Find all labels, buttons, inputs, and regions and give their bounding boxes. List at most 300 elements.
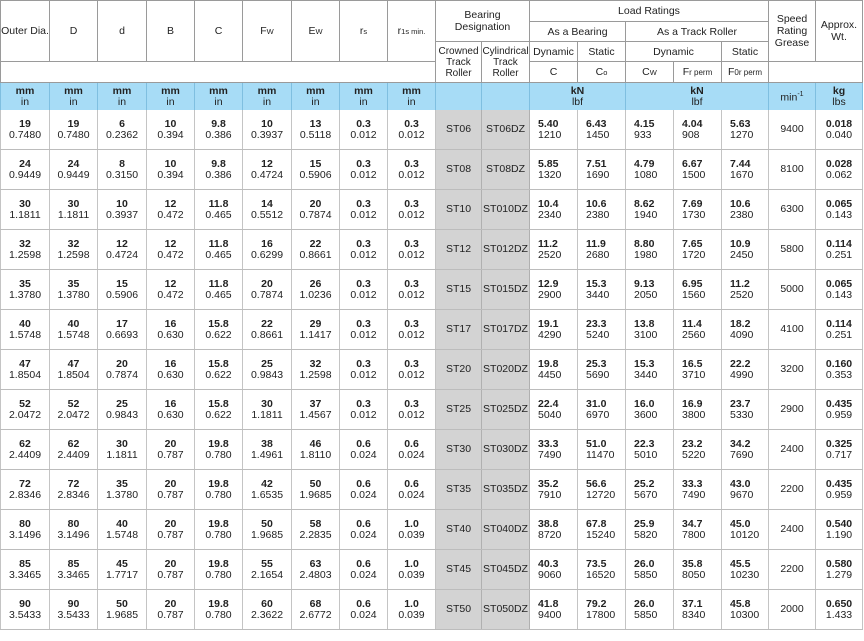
cell-outer-dia — [1, 190, 50, 230]
cell-f0r-perm-in: 5330 — [730, 408, 754, 421]
cell-fr-perm-in: 8050 — [682, 568, 706, 581]
cell-f0r-perm-mm: 5.63 — [730, 117, 751, 130]
cell-f0r-perm — [722, 150, 769, 190]
cell-d — [98, 470, 147, 510]
cell-Fw-in: 1.9685 — [250, 528, 284, 541]
cell-d-in: 0.4724 — [105, 248, 139, 261]
cell-f0r-perm — [722, 470, 769, 510]
cell-crowned-designation — [436, 470, 482, 510]
cell-cw-mm: 9.13 — [634, 277, 655, 290]
cell-dynamic-in: 1320 — [538, 168, 562, 181]
cell-C — [195, 390, 243, 430]
cell-C-in: 0.465 — [205, 288, 232, 301]
cell-dynamic-mm: 5.40 — [538, 117, 559, 130]
cell-C-in: 0.465 — [205, 248, 232, 261]
cell-static — [578, 550, 626, 590]
cell-C — [195, 510, 243, 550]
cell-f0r-perm-in: 10230 — [730, 568, 760, 581]
cell-d-mm: 35 — [116, 477, 128, 490]
cell-static-in: 15240 — [586, 528, 616, 541]
cell-approx-wt-mm: 0.018 — [825, 117, 853, 130]
cell-D-mm: 47 — [67, 357, 80, 370]
cell-Ew — [292, 510, 340, 550]
cell-rs — [340, 550, 388, 590]
cell-static-in: 2380 — [586, 208, 610, 221]
cell-Ew-mm: 63 — [309, 557, 322, 570]
unit-Ew: mm in — [292, 83, 340, 111]
cell-crowned-designation — [436, 550, 482, 590]
cell-outer-dia-in: 3.3465 — [8, 568, 42, 581]
cell-cylindrical-designation — [482, 110, 530, 150]
cell-fr-perm — [674, 550, 722, 590]
cell-approx-wt-in: 1.279 — [825, 568, 853, 581]
cell-Fw — [243, 190, 292, 230]
cell-fr-perm — [674, 110, 722, 150]
cell-rs-in: 0.012 — [350, 208, 377, 221]
table-row — [1, 430, 863, 470]
cell-approx-wt-in: 0.143 — [825, 288, 853, 301]
cell-f0r-perm — [722, 510, 769, 550]
cell-dynamic-mm: 5.85 — [538, 157, 559, 170]
cell-rs-in: 0.024 — [350, 488, 377, 501]
cell-static-in: 11470 — [586, 448, 615, 461]
cell-cw-mm: 22.3 — [634, 437, 655, 450]
header-Frperm: Fr perm — [674, 62, 722, 83]
cell-r1s — [388, 390, 436, 430]
cell-r1s — [388, 470, 436, 510]
cell-B-in: 0.787 — [157, 488, 184, 501]
cell-cw — [626, 350, 674, 390]
cell-cw — [626, 590, 674, 630]
cell-r1s — [388, 430, 436, 470]
cell-d — [98, 390, 147, 430]
cell-f0r-perm-in: 9670 — [730, 488, 754, 501]
cell-dynamic-mm: 40.3 — [538, 557, 559, 570]
header-spacer-right — [769, 62, 863, 83]
cell-d-in: 1.1811 — [106, 448, 138, 461]
cell-cylindrical-designation — [482, 350, 530, 390]
units-row — [1, 83, 863, 111]
cell-C-in: 0.780 — [205, 608, 232, 621]
cell-C — [195, 350, 243, 390]
cell-crowned-designation — [436, 190, 482, 230]
cell-f0r-perm-mm: 45.0 — [730, 517, 751, 530]
cell-static — [578, 310, 626, 350]
cell-outer-dia-mm: 90 — [19, 597, 31, 610]
cell-r1s — [388, 190, 436, 230]
cell-D-mm: 85 — [67, 557, 80, 570]
cell-B-mm: 20 — [164, 517, 177, 530]
header-bearing-designation: Bearing Designation — [436, 1, 530, 42]
cell-static-mm: 10.6 — [586, 197, 607, 210]
designation-text: ST17 — [445, 323, 472, 335]
cell-f0r-perm-in: 2450 — [730, 248, 754, 261]
cell-Ew-mm: 22 — [309, 237, 322, 250]
cell-C-mm: 11.8 — [208, 237, 229, 250]
table-row — [1, 590, 863, 630]
header-as-track-roller: As a Track Roller — [626, 22, 769, 42]
cell-approx-wt-in: 0.959 — [825, 488, 853, 501]
cell-outer-dia-in: 2.8346 — [8, 488, 42, 501]
cell-rs-in: 0.012 — [350, 328, 377, 341]
cell-fr-perm-mm: 34.7 — [682, 517, 703, 530]
cell-static-mm: 15.3 — [586, 277, 607, 290]
cell-static-mm: 7.51 — [586, 157, 607, 170]
cell-d-mm: 45 — [116, 557, 128, 570]
cell-static-in: 17800 — [586, 608, 616, 621]
cell-approx-wt-mm: 0.028 — [825, 157, 853, 170]
cell-Ew — [292, 190, 340, 230]
cell-D-mm: 72 — [67, 477, 80, 490]
cell-Ew-in: 1.0236 — [299, 288, 332, 301]
cell-D-in: 3.3465 — [57, 568, 90, 581]
cell-Fw-mm: 38 — [261, 437, 273, 450]
cell-outer-dia-in: 0.7480 — [8, 128, 42, 141]
cell-C — [195, 590, 243, 630]
cell-fr-perm — [674, 470, 722, 510]
cell-outer-dia-in: 1.3780 — [8, 288, 42, 301]
cell-D — [50, 150, 98, 190]
cell-cw-mm: 4.79 — [634, 157, 655, 170]
cell-d-mm: 17 — [116, 317, 128, 330]
cell-r1s-in: 0.012 — [398, 128, 425, 141]
cell-outer-dia — [1, 470, 50, 510]
table-row — [1, 270, 863, 310]
cell-B-mm: 10 — [164, 157, 177, 170]
cell-f0r-perm — [722, 390, 769, 430]
cell-outer-dia-mm: 85 — [19, 557, 31, 570]
unit-Fw: mm in — [243, 83, 292, 111]
cell-static-mm: 25.3 — [586, 357, 607, 370]
header-F0rperm: F0r perm — [722, 62, 769, 83]
cell-speed-rating: 5800 — [769, 230, 816, 270]
cell-rs — [340, 230, 388, 270]
cell-B-mm: 12 — [164, 237, 177, 250]
cell-B-mm: 16 — [164, 397, 177, 410]
unit-d: mm in — [98, 83, 147, 111]
cell-D — [50, 230, 98, 270]
cell-outer-dia-mm: 72 — [19, 477, 31, 490]
cell-cw-mm: 25.2 — [634, 477, 655, 490]
cell-approx-wt — [816, 350, 863, 390]
cell-dynamic — [530, 310, 578, 350]
cell-C-in: 0.622 — [205, 408, 232, 421]
designation-text: ST20 — [445, 363, 472, 375]
cell-cw-in: 933 — [634, 128, 652, 141]
cell-B-in: 0.787 — [157, 568, 184, 581]
cell-cylindrical-designation — [482, 590, 530, 630]
cell-D-mm: 62 — [67, 437, 80, 450]
cell-rs — [340, 510, 388, 550]
cell-D — [50, 190, 98, 230]
cell-d — [98, 430, 147, 470]
cell-f0r-perm-mm: 34.2 — [730, 437, 751, 450]
cell-r1s-in: 0.012 — [398, 408, 425, 421]
cell-C-mm: 19.8 — [208, 517, 229, 530]
cell-cylindrical-designation — [482, 190, 530, 230]
cell-cw — [626, 190, 674, 230]
cell-D — [50, 390, 98, 430]
cell-C-mm: 15.8 — [208, 317, 229, 330]
cell-D-mm: 40 — [67, 317, 80, 330]
cell-D-mm: 32 — [67, 237, 80, 250]
cell-cw-in: 5850 — [634, 568, 658, 581]
cell-B-in: 0.394 — [157, 168, 184, 181]
cell-dynamic — [530, 390, 578, 430]
cell-approx-wt-mm: 0.065 — [825, 197, 853, 210]
cell-static-mm: 11.9 — [586, 237, 606, 250]
cell-Fw-in: 0.6299 — [250, 248, 284, 261]
cell-approx-wt — [816, 270, 863, 310]
cell-outer-dia-in: 0.9449 — [8, 168, 42, 181]
header-crowned: Crowned Track Roller — [436, 42, 482, 83]
cell-Ew-in: 2.4803 — [299, 568, 332, 581]
cell-dynamic-in: 9400 — [538, 608, 562, 621]
cell-B-in: 0.394 — [157, 128, 184, 141]
cell-approx-wt-mm: 0.435 — [825, 397, 853, 410]
cell-dynamic-in: 2900 — [538, 288, 562, 301]
cell-approx-wt-mm: 0.114 — [826, 237, 852, 250]
cell-d — [98, 110, 147, 150]
cell-rs-mm: 0.3 — [356, 197, 371, 210]
cell-fr-perm-in: 2560 — [682, 328, 706, 341]
cell-r1s — [388, 590, 436, 630]
cell-static — [578, 190, 626, 230]
cell-d — [98, 190, 147, 230]
cell-cw — [626, 230, 674, 270]
cell-fr-perm-in: 8340 — [682, 608, 706, 621]
designation-text: ST030DZ — [483, 443, 528, 455]
cell-Ew-mm: 68 — [309, 597, 322, 610]
cell-approx-wt-in: 0.143 — [825, 208, 853, 221]
cell-f0r-perm-mm: 23.7 — [730, 397, 751, 410]
header-approx-wt: Approx. Wt. — [816, 1, 863, 62]
cell-fr-perm — [674, 150, 722, 190]
designation-text: ST012DZ — [483, 243, 528, 255]
header-speed-rating: Speed Rating Grease — [769, 1, 816, 62]
cell-r1s-mm: 1.0 — [404, 557, 419, 570]
cell-fr-perm — [674, 230, 722, 270]
header-spacer — [1, 62, 436, 83]
cell-r1s — [388, 270, 436, 310]
cell-outer-dia-mm: 52 — [19, 397, 31, 410]
cell-approx-wt-in: 0.717 — [825, 448, 853, 461]
cell-outer-dia — [1, 310, 50, 350]
cell-B — [147, 190, 195, 230]
cell-Ew-mm: 15 — [309, 157, 322, 170]
cell-C-in: 0.465 — [205, 208, 232, 221]
cell-cw-mm: 15.3 — [634, 357, 655, 370]
cell-r1s-mm: 0.6 — [404, 437, 419, 450]
cell-f0r-perm — [722, 310, 769, 350]
cell-f0r-perm-in: 2520 — [730, 288, 754, 301]
designation-text: ST020DZ — [483, 363, 528, 375]
cell-Ew-in: 2.2835 — [299, 528, 332, 541]
cell-approx-wt — [816, 310, 863, 350]
cell-rs-mm: 0.6 — [356, 437, 371, 450]
cell-f0r-perm — [722, 110, 769, 150]
cell-d-in: 1.5748 — [105, 528, 139, 541]
unit-rs: mm in — [340, 83, 388, 111]
cell-cw — [626, 150, 674, 190]
cell-Ew-in: 0.5906 — [299, 168, 332, 181]
cell-C-mm: 9.8 — [211, 157, 226, 170]
table-row — [1, 110, 863, 150]
cell-rs-mm: 0.3 — [356, 117, 371, 130]
designation-text: ST45 — [445, 563, 472, 575]
table-row — [1, 350, 863, 390]
cell-r1s-mm: 0.3 — [404, 357, 419, 370]
cell-C — [195, 230, 243, 270]
cell-rs-mm: 0.6 — [356, 557, 371, 570]
cell-crowned-designation — [436, 150, 482, 190]
cell-D-mm: 24 — [67, 157, 80, 170]
cell-f0r-perm-in: 1270 — [730, 128, 754, 141]
cell-outer-dia-in: 3.5433 — [8, 608, 42, 621]
cell-B-mm: 20 — [164, 437, 177, 450]
cell-f0r-perm-mm: 10.9 — [730, 237, 751, 250]
cell-speed-rating: 4100 — [769, 310, 816, 350]
cell-outer-dia — [1, 350, 50, 390]
cell-static-in: 5240 — [586, 328, 610, 341]
cell-r1s-in: 0.039 — [398, 528, 425, 541]
header-load-ratings: Load Ratings — [530, 1, 769, 22]
cell-Fw-in: 2.3622 — [250, 608, 284, 621]
header-Cw: CW — [626, 62, 674, 83]
cell-rs-in: 0.012 — [350, 288, 377, 301]
cell-B-mm: 16 — [164, 317, 177, 330]
cell-D-mm: 52 — [67, 397, 80, 410]
cell-rs-mm: 0.3 — [356, 237, 371, 250]
designation-text: ST15 — [445, 283, 472, 295]
cell-D — [50, 110, 98, 150]
cell-outer-dia-mm: 19 — [19, 117, 31, 130]
cell-static — [578, 150, 626, 190]
cell-r1s-in: 0.012 — [398, 248, 425, 261]
cell-d-mm: 10 — [116, 197, 128, 210]
cell-outer-dia — [1, 550, 50, 590]
cell-approx-wt-mm: 0.114 — [826, 317, 852, 330]
cell-C — [195, 430, 243, 470]
cell-outer-dia-in: 2.4409 — [8, 448, 42, 461]
cell-static-mm: 6.43 — [586, 117, 607, 130]
cell-Fw-mm: 50 — [261, 517, 273, 530]
cell-B-in: 0.472 — [157, 248, 184, 261]
cell-B-mm: 12 — [164, 277, 177, 290]
cell-outer-dia — [1, 150, 50, 190]
cell-r1s-mm: 1.0 — [404, 517, 419, 530]
cell-d — [98, 510, 147, 550]
cell-d — [98, 270, 147, 310]
cell-C-in: 0.780 — [205, 528, 232, 541]
cell-Fw — [243, 590, 292, 630]
table-row — [1, 190, 863, 230]
cell-f0r-perm-in: 10120 — [730, 528, 760, 541]
cell-static-in: 6970 — [586, 408, 610, 421]
cell-f0r-perm — [722, 270, 769, 310]
header-C: C — [195, 1, 243, 62]
cell-dynamic — [530, 350, 578, 390]
cell-B — [147, 470, 195, 510]
cell-outer-dia-mm: 32 — [19, 237, 31, 250]
cell-static — [578, 430, 626, 470]
cell-outer-dia-mm: 40 — [19, 317, 31, 330]
cell-outer-dia — [1, 590, 50, 630]
cell-approx-wt — [816, 390, 863, 430]
cell-Ew-in: 1.1417 — [299, 328, 332, 341]
cell-speed-rating: 2900 — [769, 390, 816, 430]
cell-approx-wt — [816, 190, 863, 230]
table-row — [1, 310, 863, 350]
cell-Ew-mm: 32 — [309, 357, 322, 370]
header-C-col: C — [530, 62, 578, 83]
cell-d-in: 0.5906 — [105, 288, 139, 301]
cell-fr-perm-mm: 35.8 — [682, 557, 703, 570]
cell-Ew — [292, 230, 340, 270]
cell-D — [50, 590, 98, 630]
cell-f0r-perm-mm: 11.2 — [730, 277, 750, 290]
cell-Fw-in: 0.7874 — [250, 288, 284, 301]
cell-B — [147, 510, 195, 550]
cell-D-in: 1.2598 — [57, 248, 90, 261]
cell-D-in: 1.1811 — [57, 208, 90, 221]
cell-static-in: 1450 — [586, 128, 610, 141]
cell-fr-perm-mm: 11.4 — [682, 317, 702, 330]
cell-Fw — [243, 550, 292, 590]
cell-dynamic — [530, 550, 578, 590]
cell-B-in: 0.787 — [157, 448, 184, 461]
designation-text: ST010DZ — [483, 203, 528, 215]
cell-static-mm: 79.2 — [586, 597, 607, 610]
cell-f0r-perm-mm: 18.2 — [730, 317, 751, 330]
cell-rs-in: 0.012 — [350, 408, 377, 421]
cell-Ew-mm: 20 — [309, 197, 322, 210]
table-header — [1, 1, 863, 111]
cell-speed-rating: 6300 — [769, 190, 816, 230]
cell-d-mm: 40 — [116, 517, 128, 530]
cell-r1s — [388, 110, 436, 150]
unit-wt: kg lbs — [816, 83, 863, 111]
cell-crowned-designation — [436, 430, 482, 470]
cell-f0r-perm-mm: 22.2 — [730, 357, 751, 370]
cell-fr-perm-in: 5220 — [682, 448, 706, 461]
cell-r1s-in: 0.012 — [398, 168, 425, 181]
cell-d — [98, 310, 147, 350]
cell-outer-dia-mm: 80 — [19, 517, 31, 530]
cell-d — [98, 230, 147, 270]
cell-C-mm: 19.8 — [208, 437, 229, 450]
cell-static — [578, 110, 626, 150]
cell-D-in: 2.0472 — [57, 408, 90, 421]
cell-f0r-perm-in: 7690 — [730, 448, 754, 461]
cell-rs-mm: 0.3 — [356, 397, 371, 410]
cell-r1s — [388, 350, 436, 390]
cell-rs — [340, 150, 388, 190]
cell-cw-in: 5670 — [634, 488, 658, 501]
cell-cylindrical-designation — [482, 270, 530, 310]
cell-cw — [626, 430, 674, 470]
cell-Ew-in: 1.8110 — [299, 448, 332, 461]
cell-D — [50, 550, 98, 590]
cell-rs — [340, 430, 388, 470]
cell-fr-perm-in: 3710 — [682, 368, 706, 381]
cell-Ew — [292, 390, 340, 430]
cell-approx-wt — [816, 590, 863, 630]
cell-D-in: 1.5748 — [57, 328, 90, 341]
cell-fr-perm — [674, 270, 722, 310]
cell-cw-in: 1940 — [634, 208, 658, 221]
cell-f0r-perm — [722, 550, 769, 590]
